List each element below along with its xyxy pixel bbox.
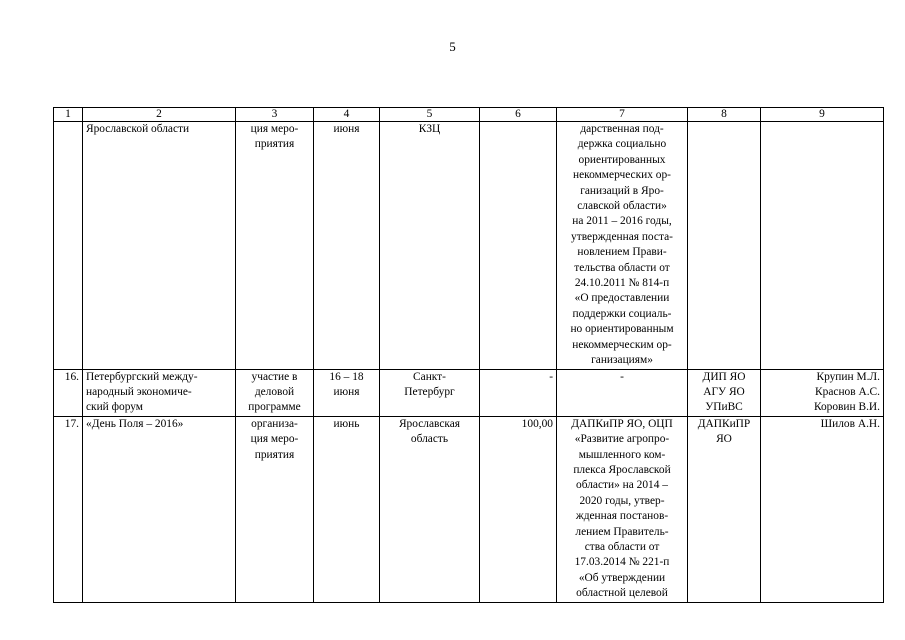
column-number: 2 [83,108,236,122]
cell-line: лением Правитель- [575,525,669,538]
column-number: 5 [380,108,480,122]
place-cell [380,416,480,602]
cell-line: славской области» [577,200,667,213]
date-cell [314,369,380,416]
cell-line: Ярославской области [86,123,190,135]
place-cell [380,122,480,370]
column-number: 9 [761,108,884,122]
page-number: 5 [449,39,456,54]
cell-line: «О предоставлении [574,292,670,305]
cell-line: УПиВС [705,401,743,414]
funding-source-cell [557,369,688,416]
amount-cell [480,122,557,370]
cell-line: «День Поля – 2016» [86,417,184,430]
participation-form-cell [236,416,314,602]
table-row [54,369,884,416]
place-cell [380,369,480,416]
cell-line: плекса Ярославской [573,463,671,476]
cell-line: КЗЦ [418,123,441,135]
responsible-cell [761,416,884,602]
column-number: 6 [480,108,557,122]
cell-line: 100,00 [521,417,553,430]
event-name-cell [83,369,236,416]
table-row [54,122,884,370]
cell-line: 2020 годы, утвер- [579,494,665,507]
cell-line: держка социально [577,138,667,151]
executor-cell [688,122,761,370]
event-name-cell [83,122,236,370]
row-number-cell [54,122,83,370]
cell-line: приятия [254,138,295,151]
cell-line: ДАПКиПР ЯО, ОЦП [571,417,673,430]
date-cell [314,122,380,370]
cell-line: Петербург [404,385,455,398]
cell-line: ЯО [716,433,732,446]
column-number: 4 [314,108,380,122]
cell-line: ориентированных [578,153,666,166]
cell-line: приятия [254,448,295,461]
cell-line: новлением Прави- [577,246,667,259]
responsible-cell [761,122,884,370]
cell-line: ганизациям» [591,354,653,367]
cell-line: некоммерческих ор- [573,169,671,182]
cell-line: ДИП ЯО [702,370,746,383]
column-number: 1 [54,108,83,122]
cell-line: ганизаций в Яро- [580,184,664,197]
cell-line: Петербургский между- [86,370,198,383]
cell-line: участие в [251,370,298,383]
cell-line: организа- [251,417,298,430]
cell-line: мышленного ком- [578,448,666,461]
cell-line: июня [333,385,360,398]
cell-line: Ярославская [398,417,461,430]
cell-line: дарственная под- [580,123,664,135]
cell-line: Коровин В.И. [813,401,880,414]
cell-line: поддержки социаль- [572,307,672,320]
cell-line: народный экономиче- [86,385,192,398]
events-table [53,107,884,603]
cell-line: июнь [333,417,360,430]
cell-line: июня [333,123,360,135]
cell-line: - [549,370,553,383]
amount-cell [480,369,557,416]
cell-line: АГУ ЯО [703,385,745,398]
cell-line: Крупин М.Л. [816,370,880,383]
cell-line: деловой [254,385,295,398]
cell-line: Шилов А.Н. [820,417,880,430]
cell-line: области» на 2014 – [576,479,668,492]
executor-cell [688,369,761,416]
cell-line: 24.10.2011 № 814-п [574,277,670,290]
amount-cell [480,416,557,602]
column-number-row [54,108,884,122]
funding-source-cell [557,416,688,602]
cell-line: «Об утверждении [578,571,666,584]
cell-line: программе [248,401,301,414]
cell-line: Санкт- [413,370,446,383]
date-cell [314,416,380,602]
cell-line: некоммерческим ор- [572,338,672,351]
funding-source-cell [557,122,688,370]
cell-line: ский форум [86,401,144,414]
participation-form-cell [236,369,314,416]
cell-line: ция меро- [250,123,299,135]
row-number-cell: 17. [54,416,83,602]
table-row [54,416,884,602]
column-number: 7 [557,108,688,122]
cell-line: областной целевой [576,587,668,600]
cell-line: «Развитие агропро- [574,433,670,446]
cell-line: - [620,370,624,383]
column-number: 3 [236,108,314,122]
cell-line: но ориентированным [570,323,674,336]
cell-line: утвержденная поста- [571,230,673,243]
cell-line: Краснов А.С. [815,385,880,398]
column-number: 8 [688,108,761,122]
cell-line: ция меро- [250,433,299,446]
row-number-cell: 16. [54,369,83,416]
cell-line: область [410,433,449,446]
cell-line: ства области от [584,540,660,553]
cell-line: ДАПКиПР [697,417,751,430]
participation-form-cell [236,122,314,370]
cell-line: жденная постанов- [575,510,669,523]
event-name-cell [83,416,236,602]
cell-line: на 2011 – 2016 годы, [572,215,672,228]
cell-line: тельства области от [574,261,670,274]
responsible-cell [761,369,884,416]
executor-cell [688,416,761,602]
cell-line: 17.03.2014 № 221-п [574,556,670,569]
cell-line: 16 – 18 [329,370,364,383]
